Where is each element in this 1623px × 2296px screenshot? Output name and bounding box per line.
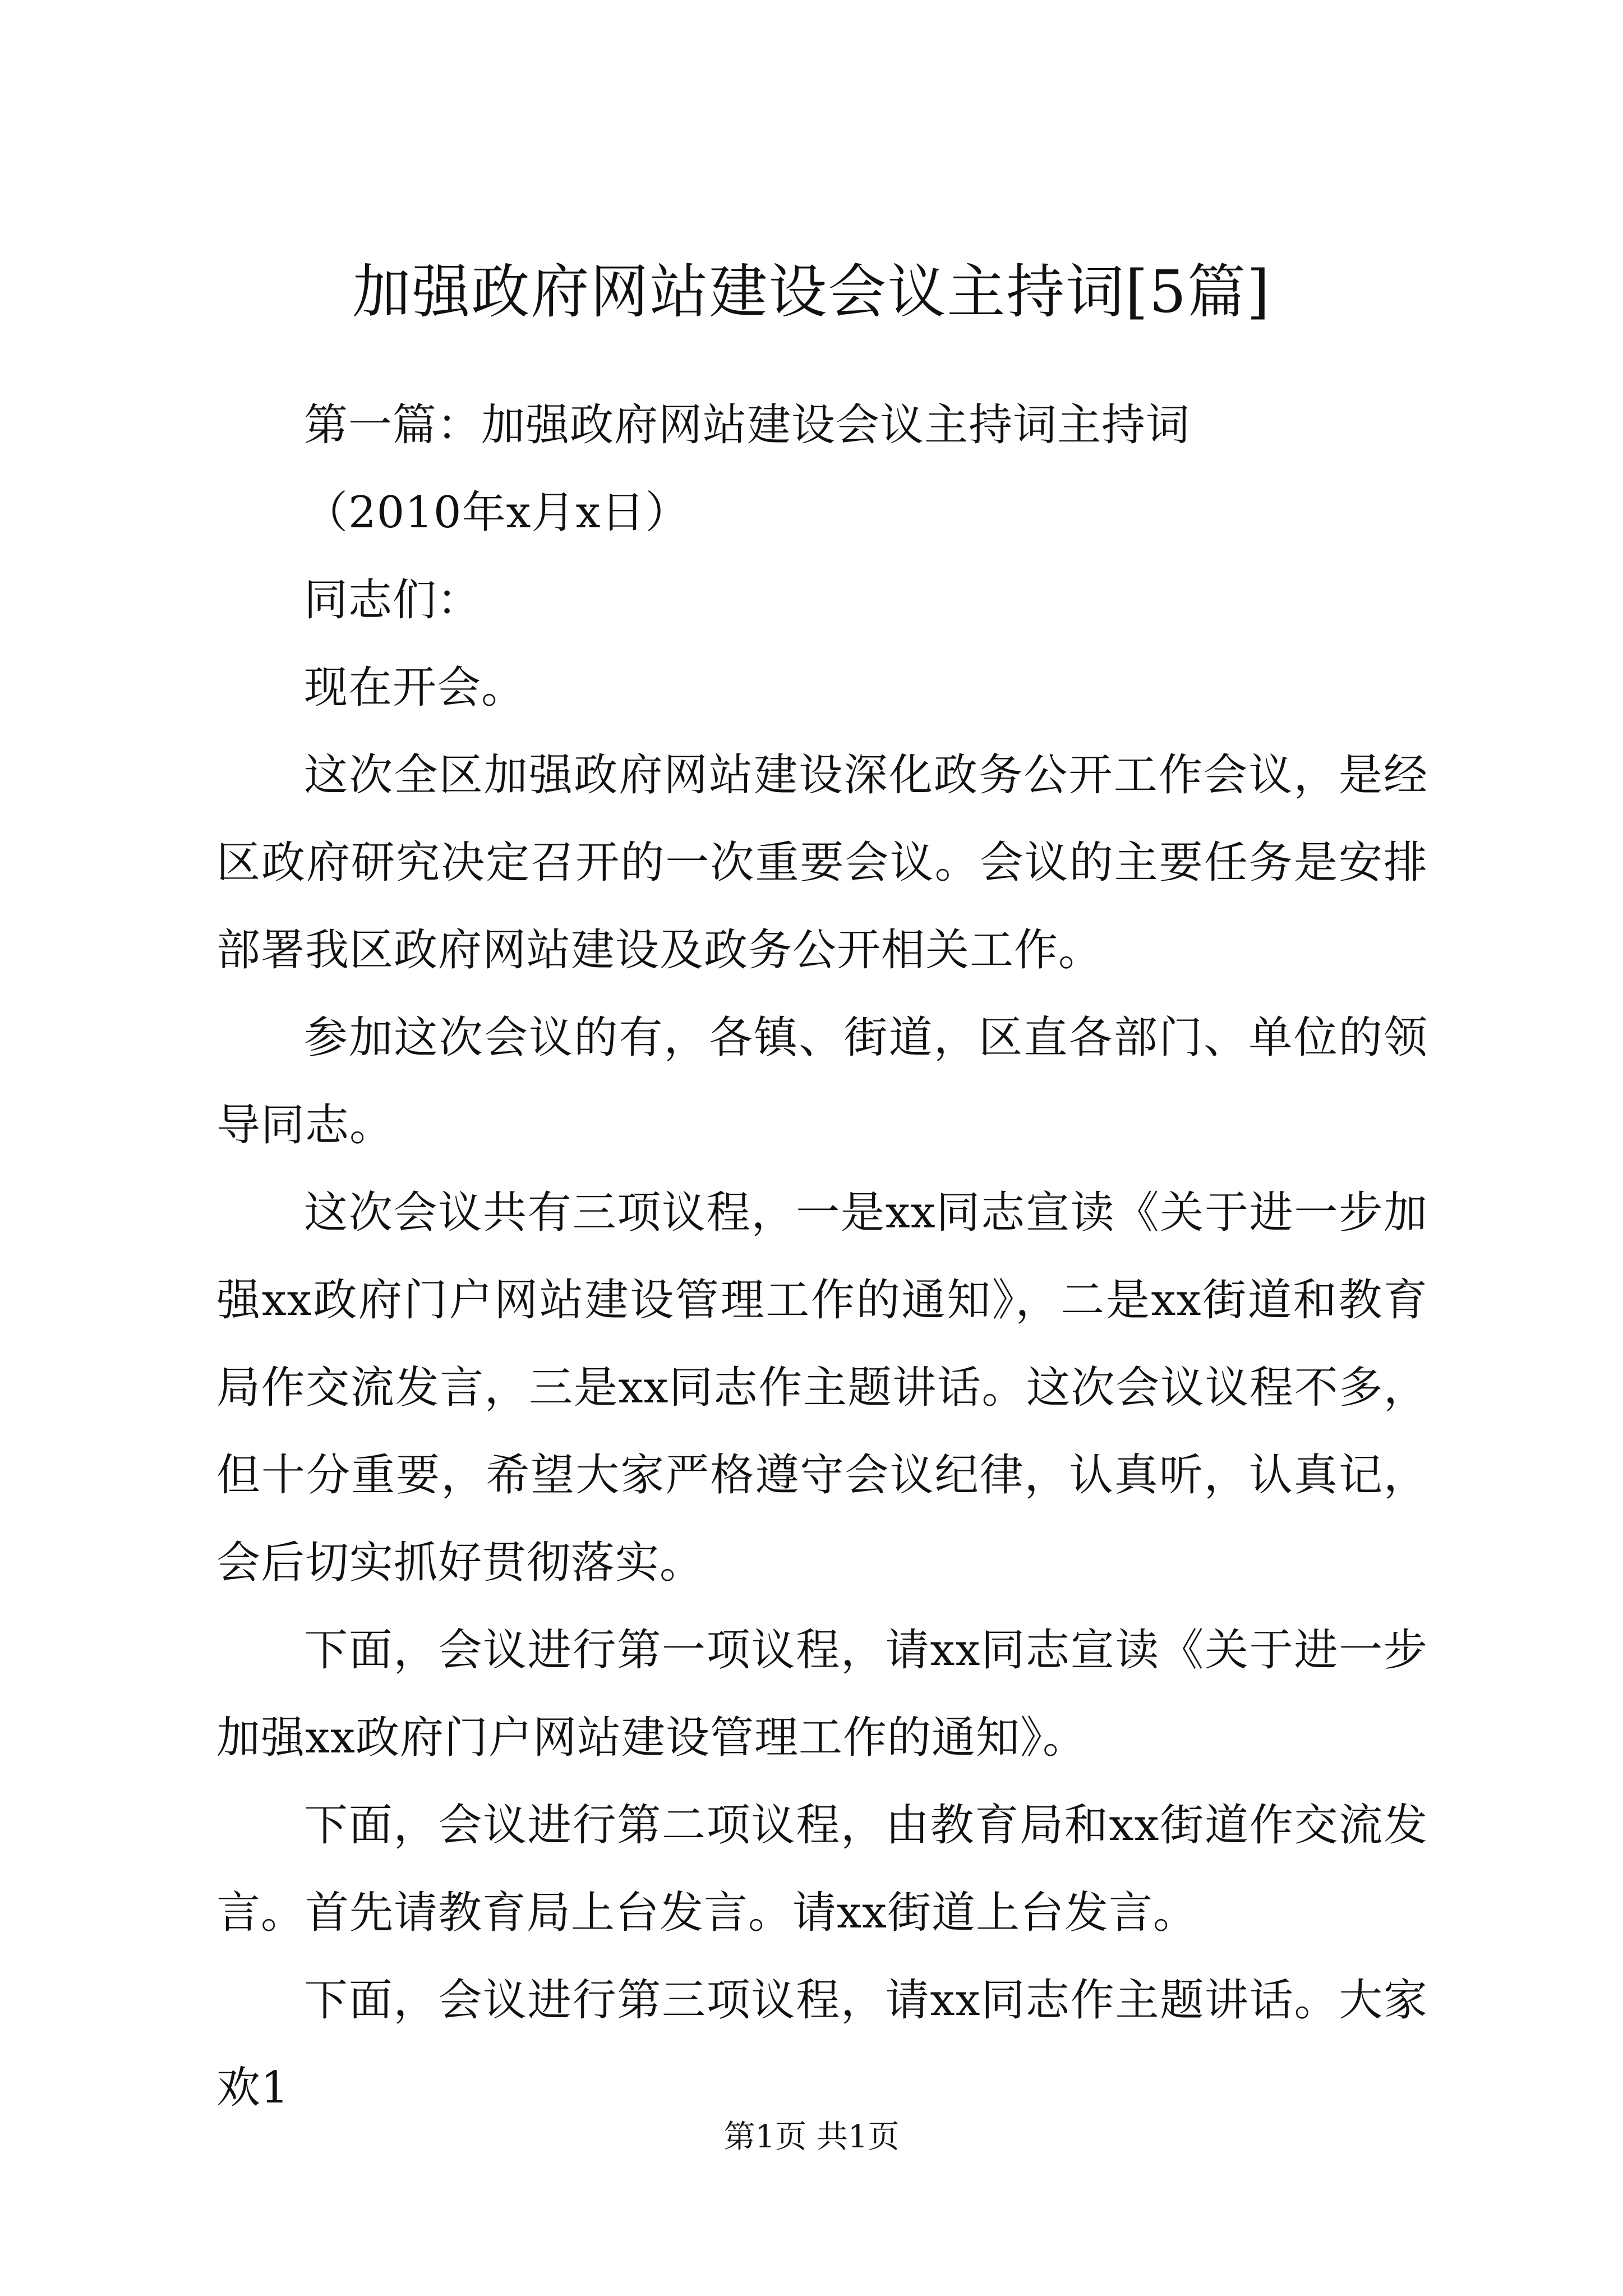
paragraph: 这次会议共有三项议程，一是xx同志宣读《关于进一步加强xx政府门户网站建设管理工作的通知》，二是xx街道和教育局作交流发言，三是xx同志作主题讲话。这次会议议程不多，但十分重要，希望大家严格遵守会议纪律，认真听，认真记，会后切实抓好贯彻落实。 [216, 1188, 1428, 1588]
paragraph: 这次全区加强政府网站建设深化政务公开工作会议，是经区政府研究决定召开的一次重要会议。会议的主要任务是安排部署我区政府网站建设及政务公开相关工作。 [216, 750, 1428, 976]
paragraph: 下面，会议进行第二项议程，由教育局和xx街道作交流发言。首先请教育局上台发言。请xx街道上台发言。 [216, 1800, 1428, 1938]
paragraph: 下面，会议进行第一项议程，请xx同志宣读《关于进一步加强xx政府门户网站建设管理工作的通知》。 [216, 1625, 1428, 1763]
paragraph: 参加这次会议的有，各镇、街道，区直各部门、单位的领导同志。 [216, 1013, 1428, 1151]
page-footer: 第1页 共1页 [723, 2119, 900, 2155]
date-line: （2010年x月x日） [304, 487, 690, 538]
document-title: 加强政府网站建设会议主持词[5篇] [352, 257, 1271, 326]
paragraph: 下面，会议进行第三项议程，请xx同志作主题讲话。大家欢1 [216, 1975, 1428, 2113]
paragraph: 现在开会。 [304, 662, 526, 713]
section-heading: 第一篇：加强政府网站建设会议主持词主持词 [304, 400, 1191, 450]
salutation: 同志们： [304, 575, 482, 625]
document-body [216, 381, 1428, 2132]
